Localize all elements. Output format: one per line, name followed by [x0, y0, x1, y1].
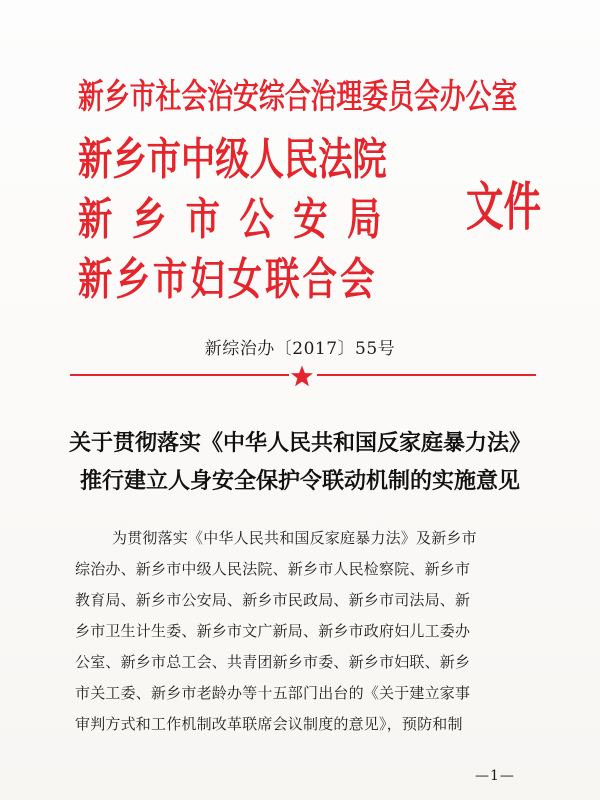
body-paragraph-line: 公室、新乡市总工会、共青团新乡市委、新乡市妇联、新乡: [75, 653, 471, 671]
star-icon: [290, 364, 314, 388]
issuer-womens-federation: 新乡市妇女联合会: [78, 254, 378, 305]
body-paragraph-line: 市关工委、新乡市老龄办等十五部门出台的《关于建立家事: [75, 684, 471, 702]
document-title-line-1: 关于贯彻落实《中华人民共和国反家庭暴力法》: [68, 430, 531, 456]
issuer-public-security-bureau: 新乡市公安局: [78, 194, 401, 245]
document-title-line-2: 推行建立人身安全保护令联动机制的实施意见: [79, 468, 520, 494]
body-paragraph-line: 为贯彻落实《中华人民共和国反家庭暴力法》及新乡市: [112, 529, 477, 547]
issuer-intermediate-court: 新乡市中级人民法院: [78, 134, 387, 185]
body-paragraph-line: 乡市卫生计生委、新乡市文广新局、新乡市政府妇儿工委办: [75, 622, 471, 640]
page-number: —1—: [475, 768, 515, 784]
body-paragraph-line: 教育局、新乡市公安局、新乡市民政局、新乡市司法局、新: [75, 591, 471, 609]
body-paragraph-line: 综治办、新乡市中级人民法院、新乡市人民检察院、新乡市: [75, 560, 471, 578]
document-label: 文件: [466, 177, 541, 238]
red-divider-left: [70, 374, 289, 376]
issuer-committee-office: 新乡市社会治安综合治理委员会办公室: [78, 77, 518, 117]
document-number: 新综治办〔2017〕55号: [204, 339, 396, 359]
red-divider-right: [317, 374, 536, 376]
body-paragraph-line: 审判方式和工作机制改革联席会议制度的意见》，预防和制: [75, 715, 463, 733]
